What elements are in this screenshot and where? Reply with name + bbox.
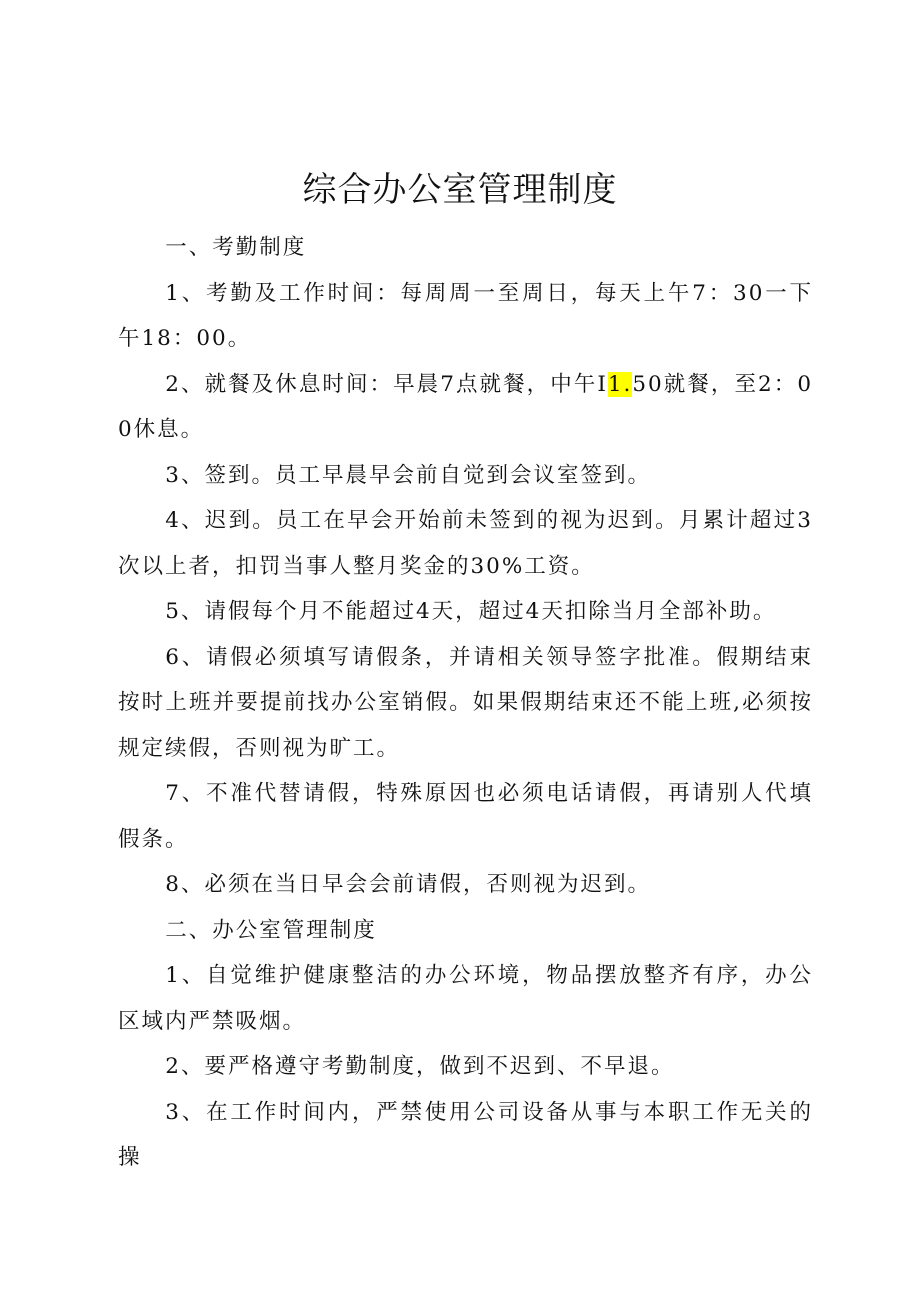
paragraph-meal-times bbox=[118, 362, 813, 453]
highlighted-text: 1. bbox=[607, 371, 633, 397]
section-heading-attendance: 一、考勤制度 bbox=[165, 235, 307, 260]
paragraph-leave-request: 6、请假必须填写请假条，并请相关领导签字批准。假期结束按时上班并要提前找办公室销假。如果假期结束还不能上班,必须按规定续假，否则视为旷工。 bbox=[118, 644, 813, 761]
paragraph-no-proxy-leave: 7、不准代替请假，特殊原因也必须电话请假，再请别人代填假条。 bbox=[118, 781, 813, 852]
paragraph-work-hours: 1、考勤及工作时间：每周周一至周日，每天上午7：30一下午18：00。 bbox=[118, 280, 813, 351]
paragraph-equipment-use: 3、在工作时间内，严禁使用公司设备从事与本职工作无关的操 bbox=[118, 1099, 813, 1170]
paragraph-leave-deadline: 8、必须在当日早会会前请假，否则视为迟到。 bbox=[165, 872, 651, 897]
meal-times-text-before: 2、就餐及休息时间：早晨7点就餐，中午I bbox=[165, 371, 608, 397]
document-title: 综合办公室管理制度 bbox=[302, 170, 618, 210]
section-heading-office-management: 二、办公室管理制度 bbox=[165, 917, 377, 943]
paragraph-sign-in: 3、签到。员工早晨早会前自觉到会议室签到。 bbox=[165, 462, 651, 488]
paragraph-leave-limit: 5、请假每个月不能超过4天，超过4天扣除当月全部补助。 bbox=[165, 599, 777, 624]
paragraph-late: 4、迟到。员工在早会开始前未签到的视为迟到。月累计超过3次以上者，扣罚当事人整月奖金的30%工资。 bbox=[118, 508, 813, 579]
paragraph-office-environment: 1、自觉维护健康整洁的办公环境，物品摆放整齐有序，办公区域内严禁吸烟。 bbox=[118, 963, 813, 1034]
meal-times-text-after: 50就餐，至2：00休息。 bbox=[118, 371, 813, 442]
document-body bbox=[118, 225, 813, 1181]
paragraph-attendance-compliance: 2、要严格遵守考勤制度，做到不迟到、不早退。 bbox=[165, 1054, 675, 1079]
